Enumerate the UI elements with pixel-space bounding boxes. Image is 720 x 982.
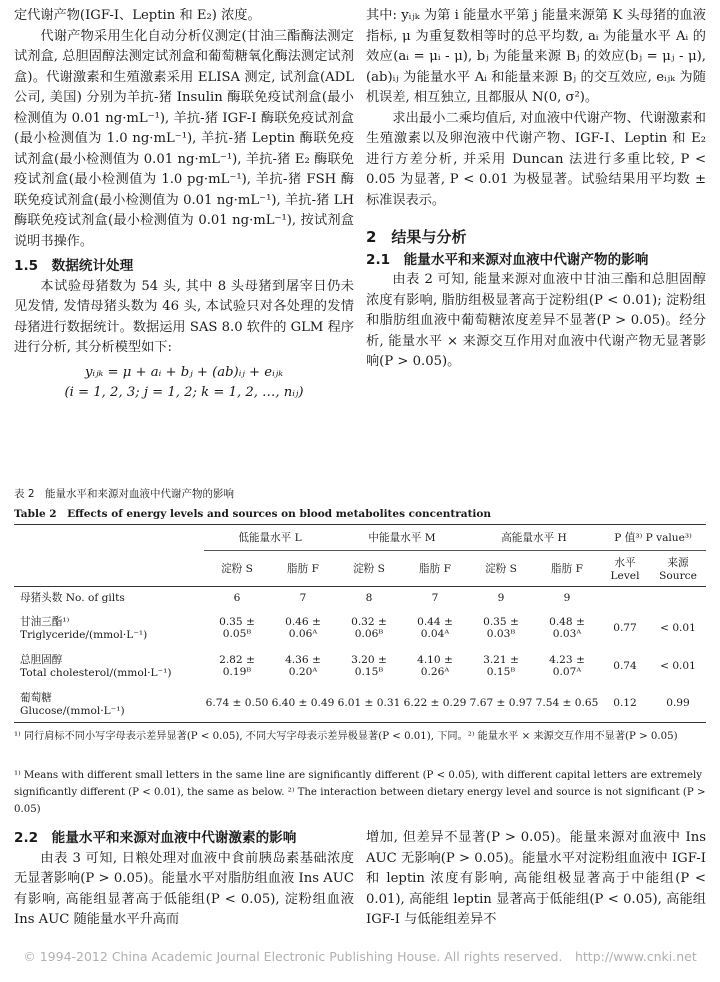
copyright-footer: © 1994-2012 China Academic Journal Electronic Publishing House. All rights reserved. http://www.cnki.net bbox=[23, 949, 697, 964]
level-header: 水平 Level bbox=[610, 557, 640, 582]
sub-header: 淀粉 S bbox=[485, 563, 517, 575]
cell: 4.23 ± 0.07ᴬ bbox=[549, 653, 585, 678]
table-row bbox=[14, 609, 706, 647]
cell: < 0.01 bbox=[660, 621, 696, 634]
cell: 7.67 ± 0.97 bbox=[469, 697, 533, 710]
group-header: 中能量水平 M bbox=[336, 525, 468, 551]
sub-header: 淀粉 S bbox=[221, 563, 253, 575]
pvalue-header: P 值³⁾ P value³⁾ bbox=[600, 525, 706, 551]
paragraph: 代谢产物采用生化自动分析仪测定(甘油三酯酶法测定试剂盒, 总胆固醇法测定试剂盒和葡萄糖氧化酶法测定试剂盒)。代谢激素和生殖激素采用 ELISA 测定, 试剂盒(ADL 公司, 美国) 分别为羊抗-猪 Insulin 酶联免疫试剂盒(最小检测值为 0.01 ng·mL⁻¹), 羊抗-猪 IGF-Ⅰ 酶联免疫试剂盒(最小检测值为 1.0 ng·mL⁻¹), 羊抗-猪 Leptin 酶联免疫试剂盒(最小检测值为 0.01 ng·mL⁻¹), 羊抗-猪 E₂ 酶联免疫试剂盒(最小检测值为 1.0 pg·mL⁻¹), 羊抗-猪 FSH 酶联免疫试剂盒(最小检测值为 0.01 ng·mL⁻¹), 羊抗-猪 LH 酶联免疫试剂盒(最小检测值为 0.01 ng·mL⁻¹), 按试剂盒说明书操作。 bbox=[14, 28, 354, 249]
table-row bbox=[14, 587, 706, 609]
section-heading: 2 结果与分析 bbox=[366, 228, 467, 246]
group-header: 高能量水平 H bbox=[468, 525, 600, 551]
cell: 0.77 bbox=[613, 621, 637, 634]
sub-header: 脂肪 F bbox=[287, 563, 319, 575]
cell: 6.22 ± 0.29 bbox=[403, 697, 467, 710]
cell: 0.46 ± 0.06ᴬ bbox=[285, 615, 321, 640]
cell: 0.35 ± 0.05ᴮ bbox=[219, 615, 255, 640]
cell: 0.99 bbox=[666, 697, 690, 710]
paragraph: 定代谢产物(IGF-Ⅰ、Leptin 和 E₂) 浓度。 bbox=[14, 8, 261, 23]
sub-header: 脂肪 F bbox=[419, 563, 451, 575]
table-row bbox=[14, 647, 706, 685]
cell: 4.10 ± 0.26ᴬ bbox=[417, 653, 453, 678]
row-label bbox=[14, 609, 204, 647]
source-header: 来源 Source bbox=[659, 557, 697, 582]
right-column-top bbox=[366, 6, 706, 373]
equation-indices: (i = 1, 2, 3; j = 1, 2; k = 1, 2, …, nᵢⱼ) bbox=[64, 385, 304, 400]
group-header: 低能量水平 L bbox=[204, 525, 336, 551]
cell: 8 bbox=[365, 591, 373, 604]
paragraph: 增加, 但差异不显著(P > 0.05)。能量来源对血液中 Ins AUC 无影响(P > 0.05)。能量水平对淀粉组血液中 IGF-Ⅰ 和 leptin 浓度有影响, 高能组极显著高于中能组(P < 0.01), 高能组 leptin 显著高于低能组(P < 0.05), 高能组 IGF-Ⅰ 与低能组差异不 bbox=[366, 830, 706, 927]
cell: 6 bbox=[233, 591, 241, 604]
cell: 0.35 ± 0.03ᴮ bbox=[483, 615, 519, 640]
row-label-en: Glucose/(mmol·L⁻¹) bbox=[20, 704, 125, 717]
cell bbox=[650, 587, 706, 609]
cell: < 0.01 bbox=[660, 659, 696, 672]
paragraph: 本试验母猪数为 54 头, 其中 8 头母猪到屠宰日仍未见发情, 发情母猪头数为 46 头, 本试验只对各处理的发情母猪进行数据统计。数据运用 SAS 8.0 软件的 GLM 程序进行分析, 其分析模型如下: bbox=[14, 278, 354, 355]
right-column-bottom bbox=[366, 828, 706, 931]
row-label: 母猪头数 No. of gilts bbox=[20, 592, 125, 605]
cell: 3.21 ± 0.15ᴮ bbox=[483, 653, 519, 678]
row-label-cn: 总胆固醇 bbox=[20, 654, 63, 666]
cell: 0.32 ± 0.06ᴮ bbox=[351, 615, 387, 640]
left-column-bottom bbox=[14, 828, 354, 931]
cell: 2.82 ± 0.19ᴮ bbox=[219, 653, 255, 678]
cell: 7.54 ± 0.65 bbox=[535, 697, 599, 710]
row-label-cn: 葡萄糖 bbox=[20, 691, 52, 704]
sub-header: 淀粉 S bbox=[353, 563, 385, 575]
cell: 6.74 ± 0.50 bbox=[205, 697, 269, 710]
equation: yᵢⱼₖ = μ + aᵢ + bⱼ + (ab)ᵢⱼ + eᵢⱼₖ bbox=[84, 364, 284, 380]
cell bbox=[600, 587, 650, 609]
cell: 3.20 ± 0.15ᴮ bbox=[351, 653, 387, 678]
row-label bbox=[14, 685, 204, 723]
cell: 9 bbox=[497, 591, 505, 604]
cell: 0.74 bbox=[613, 659, 637, 672]
data-table bbox=[14, 524, 706, 723]
cell: 7 bbox=[299, 591, 307, 604]
subsection-heading: 2.1 能量水平和来源对血液中代谢产物的影响 bbox=[366, 251, 649, 268]
row-label-en: Total cholesterol/(mmol·L⁻¹) bbox=[20, 667, 172, 679]
sub-header: 脂肪 F bbox=[551, 563, 583, 575]
cell: 6.40 ± 0.49 bbox=[271, 697, 335, 710]
row-label bbox=[14, 647, 204, 685]
cell: 4.36 ± 0.20ᴬ bbox=[285, 653, 321, 678]
paragraph: 由表 2 可知, 能量来源对血液中甘油三酯和总胆固醇浓度有影响, 脂肪组极显著高于淀粉组(P < 0.01); 淀粉组和脂肪组血液中葡萄糖浓度差异不显著(P > 0.05)。经分析, 能量水平 × 来源交互作用对血液中代谢产物无显著影响(P > 0.05)。 bbox=[366, 272, 706, 369]
row-label-en: Triglyceride/(mmol·L⁻¹) bbox=[20, 629, 148, 641]
cell: 9 bbox=[563, 591, 571, 604]
table-caption-en: Table 2 Effects of energy levels and sources on blood metabolites concentration bbox=[14, 508, 492, 520]
paragraph: 求出最小二乘均值后, 对血液中代谢产物、代谢激素和生殖激素以及卵泡液中代谢产物、IGF-Ⅰ、Leptin 和 E₂ 进行方差分析, 并采用 Duncan 法进行多重比较, P < 0.05 为显著, P < 0.01 为极显著。试验结果用平均数 ± 标准误表示。 bbox=[366, 110, 706, 208]
cell: 6.01 ± 0.31 bbox=[337, 697, 401, 710]
left-column-top bbox=[14, 6, 354, 404]
table-note-en: ¹⁾ Means with different small letters in the same line are significantly different (P < 0.05), with different capital letters are extremely significantly different (P < 0.01), the same as below. ²⁾ The interaction between dietary energy level and source is not significant (P > 0.05) bbox=[14, 770, 706, 815]
row-label-cn: 甘油三酯¹⁾ bbox=[20, 616, 70, 628]
section-heading: 1.5 数据统计处理 bbox=[14, 258, 134, 274]
table-caption-cn: 表 2 能量水平和来源对血液中代谢产物的影响 bbox=[14, 488, 235, 500]
table-note-cn: ¹⁾ 同行肩标不同小写字母表示差异显著(P < 0.05), 不同大写字母表示差异极显著(P < 0.01), 下同。²⁾ 能量水平 × 来源交互作用不显著(P > 0.05) bbox=[14, 731, 678, 742]
paragraph: 其中: yᵢⱼₖ 为第 i 能量水平第 j 能量来源第 K 头母猪的血液指标, μ 为重复数相等时的总平均数, aᵢ 为能量水平 Aᵢ 的效应(aᵢ = μᵢ - μ), bⱼ 为能量来源 Bⱼ 的效应(bⱼ = μⱼ - μ), (ab)ᵢⱼ 为能量水平 Aᵢ 和能量来源 Bⱼ 的交互效应, eᵢⱼₖ 为随机误差, 相互独立, 且都服从 N(0, σ²)。 bbox=[366, 8, 706, 105]
cell: 0.48 ± 0.03ᴬ bbox=[549, 615, 585, 640]
paragraph: 由表 3 可知, 日粮处理对血液中食前胰岛素基础浓度无显著影响(P > 0.05)。能量水平对脂肪组血液 Ins AUC 有影响, 高能组显著高于低能组(P < 0.05), 淀粉组血液 Ins AUC 随能量水平升高而 bbox=[14, 850, 354, 927]
cell: 7 bbox=[431, 591, 439, 604]
table-row bbox=[14, 685, 706, 723]
subsection-heading: 2.2 能量水平和来源对血液中代谢激素的影响 bbox=[14, 830, 297, 846]
cell: 0.12 bbox=[613, 697, 637, 710]
cell: 0.44 ± 0.04ᴬ bbox=[417, 615, 453, 640]
